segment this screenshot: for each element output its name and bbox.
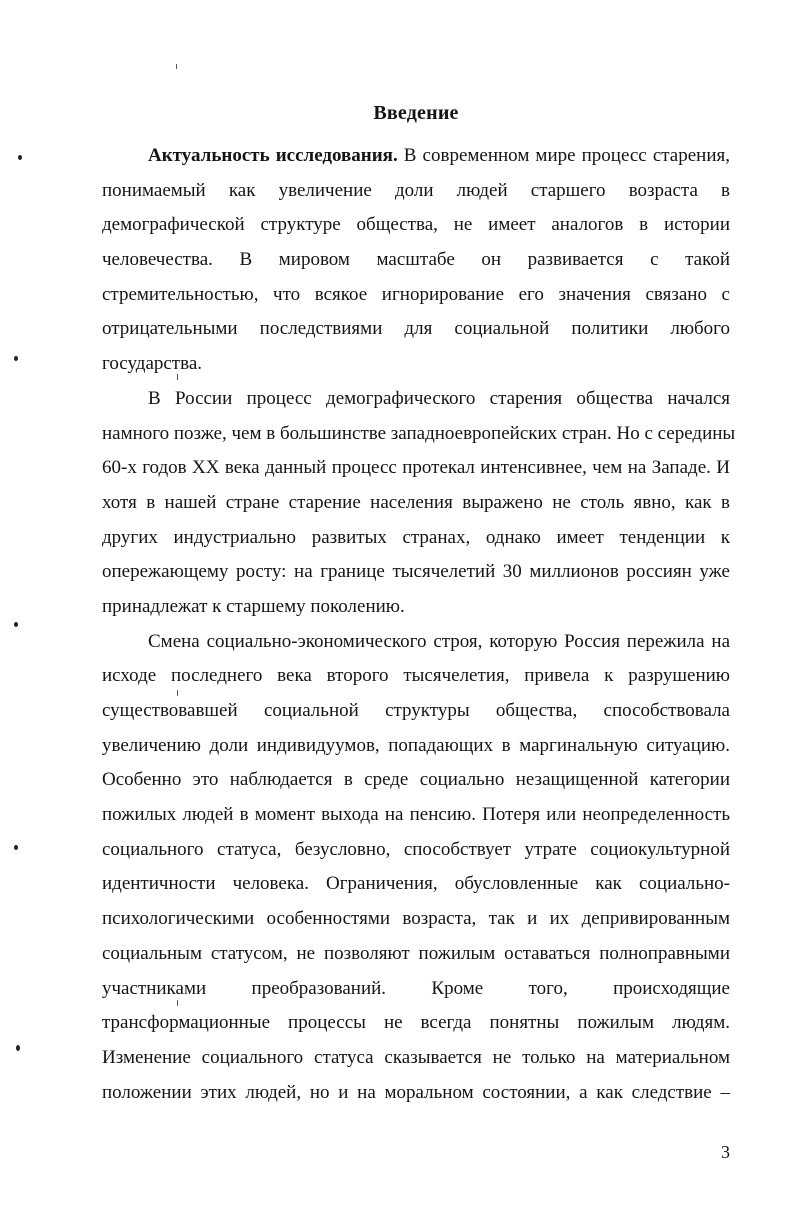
text-line: участниками преобразований. Кроме того, происходящие xyxy=(102,977,730,999)
text-line: Особенно это наблюдается в среде социально незащищенной категории xyxy=(102,769,730,791)
text-line: принадлежат к старшему поколению. xyxy=(102,595,405,617)
text-line: В России процесс демографического старения общества начался xyxy=(148,387,730,409)
text-line: других индустриально развитых странах, однако имеет тенденции к xyxy=(102,526,730,548)
text-line: социального статуса, безусловно, способствует утрате социокультурной xyxy=(102,838,730,860)
body-text xyxy=(102,139,736,1110)
text-line: опережающему росту: на границе тысячелетий 30 миллионов россиян уже xyxy=(102,561,730,583)
page-title: Введение xyxy=(373,102,459,124)
scan-speck xyxy=(18,155,22,160)
paragraph-lead: Актуальность исследования. xyxy=(148,145,398,166)
text-line: человечества. В мировом масштабе он развивается с такой xyxy=(102,249,730,271)
text-line: идентичности человека. Ограничения, обусловленные как социально- xyxy=(102,873,730,895)
page-number: 3 xyxy=(721,1142,730,1162)
text-line: отрицательными последствиями для социальной политики любого xyxy=(102,318,730,340)
scan-speck xyxy=(14,845,18,850)
text-line: положении этих людей, но и на моральном состоянии, а как следствие – xyxy=(102,1081,730,1103)
text-line: стремительностью, что всякое игнорирование его значения связано с xyxy=(102,283,730,305)
text-line: исходе последнего века второго тысячелетия, привела к разрушению xyxy=(102,665,730,687)
text-line: Смена социально-экономического строя, которую Россия пережила на xyxy=(148,630,730,652)
scan-mark xyxy=(176,64,177,69)
text-line: понимаемый как увеличение доли людей старшего возраста в xyxy=(102,179,730,201)
text-line: 60-х годов XX века данный процесс протекал интенсивнее, чем на Западе. И xyxy=(102,457,730,479)
text-line: увеличению доли индивидуумов, попадающих в маргинальную ситуацию. xyxy=(102,734,730,756)
text-line: намного позже, чем в большинстве западноевропейских стран. Но с середины xyxy=(102,422,736,444)
text-line: существовавшей социальной структуры общества, способствовала xyxy=(102,700,730,721)
scan-speck xyxy=(14,622,18,627)
text-line: психологическими особенностями возраста, так и их депривированным xyxy=(102,908,730,930)
text-line: трансформационные процессы не всегда понятны пожилым людям. xyxy=(102,1012,730,1034)
text-line: Изменение социального статуса сказывается не только на материальном xyxy=(102,1046,730,1068)
text-line: государства. xyxy=(102,353,203,375)
text-line: хотя в нашей стране старение населения выражено не столь явно, как в xyxy=(102,491,730,513)
text-line: пожилых людей в момент выхода на пенсию. Потеря или неопределенность xyxy=(102,804,730,826)
text-line: демографической структуре общества, не имеет аналогов в истории xyxy=(102,214,730,236)
text-line: социальным статусом, не позволяют пожилым оставаться полноправными xyxy=(102,942,730,964)
scan-speck xyxy=(16,1045,20,1051)
text-line: Актуальность исследования. В современном мире процесс старения, xyxy=(148,145,730,166)
scan-speck xyxy=(14,356,18,361)
